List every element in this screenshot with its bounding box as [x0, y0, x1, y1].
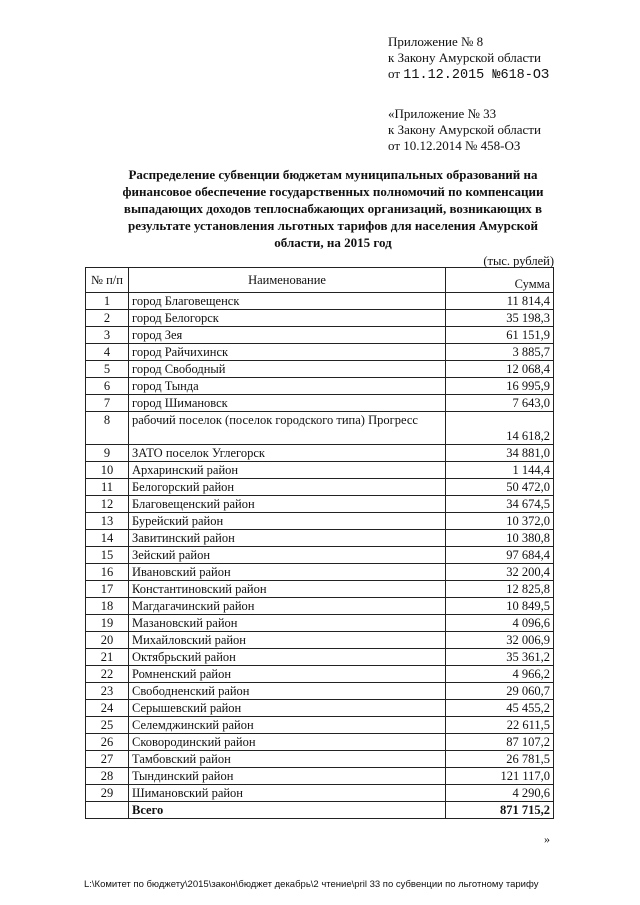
row-name: город Благовещенск: [129, 293, 446, 310]
row-sum: 121 117,0: [446, 768, 554, 785]
table-row: [86, 344, 554, 361]
row-sum: 29 060,7: [446, 683, 554, 700]
row-sum: 32 200,4: [446, 564, 554, 581]
row-name: Ивановский район: [129, 564, 446, 581]
row-sum: 32 006,9: [446, 632, 554, 649]
row-number: 20: [86, 632, 129, 649]
file-path-footer: L:\Комитет по бюджету\2015\закон\бюджет декабрь\2 чтение\pril 33 по субвенции по льготному тарифу: [84, 879, 539, 890]
row-name: город Свободный: [129, 361, 446, 378]
table-row: [86, 496, 554, 513]
row-sum: 3 885,7: [446, 344, 554, 361]
table-row: [86, 734, 554, 751]
row-number: 16: [86, 564, 129, 581]
row-sum: 45 455,2: [446, 700, 554, 717]
original-appendix-date: от 10.12.2014 № 458-ОЗ: [388, 138, 521, 153]
table-row: [86, 310, 554, 327]
table-row: [86, 293, 554, 310]
table-row: [86, 632, 554, 649]
row-number: 18: [86, 598, 129, 615]
row-sum: 10 849,5: [446, 598, 554, 615]
appendix-date-number: 11.12.2015 №618-ОЗ: [403, 68, 550, 83]
table-row: [86, 462, 554, 479]
row-sum: 12 068,4: [446, 361, 554, 378]
row-name: город Зея: [129, 327, 446, 344]
table-row: [86, 564, 554, 581]
row-number: 27: [86, 751, 129, 768]
row-sum: 50 472,0: [446, 479, 554, 496]
row-number: 2: [86, 310, 129, 327]
original-appendix-number: «Приложение № 33: [388, 106, 497, 121]
row-name: Завитинский район: [129, 530, 446, 547]
row-number: 15: [86, 547, 129, 564]
total-label: Всего: [129, 802, 446, 819]
table-row: [86, 327, 554, 344]
table-body: [86, 293, 554, 819]
row-name: Бурейский район: [129, 513, 446, 530]
row-number: 12: [86, 496, 129, 513]
row-number: 24: [86, 700, 129, 717]
row-number: 8: [86, 412, 129, 445]
row-number: 4: [86, 344, 129, 361]
row-name: Мазановский район: [129, 615, 446, 632]
appendix-date: от 11.12.2015 №618-ОЗ: [388, 66, 550, 83]
row-number: 11: [86, 479, 129, 496]
appendix-law-ref: к Закону Амурской области: [388, 50, 541, 65]
row-number: 23: [86, 683, 129, 700]
row-sum: 16 995,9: [446, 378, 554, 395]
header-number: № п/п: [86, 268, 129, 293]
row-sum: 14 618,2: [446, 412, 554, 445]
original-appendix-law-ref: к Закону Амурской области: [388, 122, 541, 137]
row-name: Михайловский район: [129, 632, 446, 649]
row-name: ЗАТО поселок Углегорск: [129, 445, 446, 462]
row-name: Октябрьский район: [129, 649, 446, 666]
header-sum: Сумма: [446, 268, 554, 293]
row-sum: 12 825,8: [446, 581, 554, 598]
row-sum: 4 290,6: [446, 785, 554, 802]
row-name: Тындинский район: [129, 768, 446, 785]
row-sum: 34 674,5: [446, 496, 554, 513]
appendix-header: [388, 34, 549, 84]
table-row: [86, 598, 554, 615]
row-name: Серышевский район: [129, 700, 446, 717]
table-row: [86, 530, 554, 547]
row-name: Шимановский район: [129, 785, 446, 802]
row-sum: 26 781,5: [446, 751, 554, 768]
row-name: Сковородинский район: [129, 734, 446, 751]
row-name: Тамбовский район: [129, 751, 446, 768]
row-name: Благовещенский район: [129, 496, 446, 513]
row-sum: 10 380,8: [446, 530, 554, 547]
table-row: [86, 479, 554, 496]
row-sum: 34 881,0: [446, 445, 554, 462]
row-name: Зейский район: [129, 547, 446, 564]
row-number: 9: [86, 445, 129, 462]
appendix-number: Приложение № 8: [388, 34, 484, 49]
row-name: город Райчихинск: [129, 344, 446, 361]
table-row: [86, 581, 554, 598]
table-row: [86, 395, 554, 412]
table-row: [86, 700, 554, 717]
total-number-cell: [86, 802, 129, 819]
row-name: Константиновский район: [129, 581, 446, 598]
row-number: 26: [86, 734, 129, 751]
table-row: [86, 683, 554, 700]
table-header-row: [86, 268, 554, 293]
row-name: город Шимановск: [129, 395, 446, 412]
subvention-table: [85, 267, 554, 819]
row-sum: 35 361,2: [446, 649, 554, 666]
header-name: Наименование: [129, 268, 446, 293]
table-row: [86, 785, 554, 802]
table-row: [86, 751, 554, 768]
table-row: [86, 666, 554, 683]
closing-quote: »: [544, 832, 550, 846]
document-title: Распределение субвенции бюджетам муниципальных образований на финансовое обеспечение государственных полномочий по компенсации выпадающих доходов теплоснабжающих организаций, возникающих в результате установления льготных тарифов для населения Амурской области, на 2015 год: [122, 167, 544, 250]
row-name: рабочий поселок (поселок городского типа) Прогресс: [129, 412, 446, 445]
row-sum: 22 611,5: [446, 717, 554, 734]
original-appendix-header: [388, 106, 541, 154]
row-sum: 61 151,9: [446, 327, 554, 344]
row-number: 25: [86, 717, 129, 734]
row-name: Селемджинский район: [129, 717, 446, 734]
row-number: 21: [86, 649, 129, 666]
row-number: 19: [86, 615, 129, 632]
table-row: [86, 717, 554, 734]
table-total-row: [86, 802, 554, 819]
table-row: [86, 412, 554, 445]
row-sum: 4 096,6: [446, 615, 554, 632]
row-name: город Тында: [129, 378, 446, 395]
row-number: 7: [86, 395, 129, 412]
table-row: [86, 513, 554, 530]
row-sum: 97 684,4: [446, 547, 554, 564]
row-sum: 7 643,0: [446, 395, 554, 412]
row-number: 28: [86, 768, 129, 785]
row-name: Магдагачинский район: [129, 598, 446, 615]
units-label: (тыс. рублей): [483, 254, 554, 268]
row-name: город Белогорск: [129, 310, 446, 327]
table-row: [86, 445, 554, 462]
row-number: 14: [86, 530, 129, 547]
row-name: Белогорский район: [129, 479, 446, 496]
row-sum: 35 198,3: [446, 310, 554, 327]
table-row: [86, 768, 554, 785]
table-row: [86, 361, 554, 378]
table-row: [86, 378, 554, 395]
row-number: 17: [86, 581, 129, 598]
table-row: [86, 615, 554, 632]
row-name: Ромненский район: [129, 666, 446, 683]
row-sum: 1 144,4: [446, 462, 554, 479]
row-sum: 4 966,2: [446, 666, 554, 683]
row-number: 3: [86, 327, 129, 344]
row-number: 22: [86, 666, 129, 683]
table-row: [86, 547, 554, 564]
total-value: 871 715,2: [446, 802, 554, 819]
row-sum: 11 814,4: [446, 293, 554, 310]
row-name: Архаринский район: [129, 462, 446, 479]
row-number: 6: [86, 378, 129, 395]
row-number: 1: [86, 293, 129, 310]
table-row: [86, 649, 554, 666]
row-name: Свободненский район: [129, 683, 446, 700]
row-sum: 87 107,2: [446, 734, 554, 751]
row-number: 13: [86, 513, 129, 530]
row-sum: 10 372,0: [446, 513, 554, 530]
row-number: 10: [86, 462, 129, 479]
row-number: 5: [86, 361, 129, 378]
row-number: 29: [86, 785, 129, 802]
